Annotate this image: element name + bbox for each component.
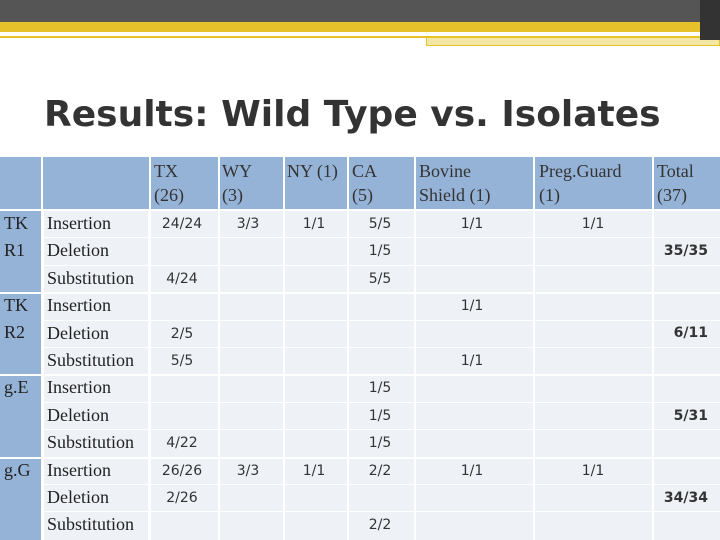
column-divider — [347, 157, 349, 540]
mutation-label: Deletion — [47, 487, 109, 507]
cell-value-tx: 2/26 — [166, 490, 198, 506]
column-divider — [533, 157, 535, 540]
cell-value-tx: 4/22 — [166, 435, 198, 452]
cell-value-wy: 3/3 — [236, 216, 260, 232]
row-divider — [44, 484, 720, 485]
group-label: g.E — [4, 377, 29, 398]
row-divider — [44, 429, 720, 430]
row-divider — [44, 347, 720, 348]
cell-value-bovine: 1/1 — [460, 298, 484, 315]
total-value: 6/11 — [673, 325, 708, 342]
mutation-label: Insertion — [47, 459, 111, 480]
cell-value-tx: 26/26 — [161, 462, 203, 479]
column-header: Bovine Shield (1) — [419, 161, 491, 205]
cell-value-ca: 2/2 — [368, 462, 392, 479]
cell-value-pregguard: 1/1 — [581, 216, 605, 232]
row-divider — [44, 511, 720, 512]
group-divider — [0, 292, 720, 294]
row-divider — [44, 237, 720, 238]
cell-value-ny: 1/1 — [302, 216, 326, 232]
column-divider — [149, 157, 151, 540]
cell-value-bovine: 1/1 — [460, 462, 484, 479]
total-value: 5/31 — [673, 407, 708, 424]
mutation-label: Insertion — [47, 213, 111, 233]
column-header: Preg.Guard (1) — [539, 161, 622, 205]
column-header: CA (5) — [352, 161, 378, 205]
cell-value-tx: 4/24 — [166, 270, 198, 287]
header-band-dark — [0, 0, 700, 22]
column-divider — [283, 157, 285, 540]
cell-value-ca: 2/2 — [368, 517, 392, 534]
mutation-label: Deletion — [47, 240, 109, 261]
slide-title: Results: Wild Type vs. Isolates — [44, 94, 661, 135]
group-label: g.G — [4, 459, 31, 480]
mutation-label: Substitution — [47, 267, 135, 288]
cell-value-tx: 5/5 — [170, 353, 194, 369]
header-band-corner-lower — [700, 22, 720, 40]
column-divider — [414, 157, 416, 540]
cell-value-tx: 24/24 — [161, 216, 203, 232]
mutation-label: Substitution — [47, 350, 135, 370]
header-gold-box — [426, 38, 720, 46]
group-label: TK R1 — [4, 213, 28, 260]
mutation-label: Deletion — [47, 322, 109, 343]
row-divider — [44, 402, 720, 403]
column-divider — [652, 157, 654, 540]
cell-value-bovine: 1/1 — [460, 353, 484, 369]
cell-value-ca: 1/5 — [368, 435, 392, 452]
cell-value-ca: 5/5 — [368, 270, 392, 287]
column-header: TX (26) — [154, 161, 184, 205]
group-divider — [0, 457, 720, 459]
column-header: NY (1) — [287, 161, 338, 181]
cell-value-ca: 5/5 — [368, 216, 392, 232]
mutation-label: Substitution — [47, 432, 135, 453]
column-divider — [41, 157, 43, 540]
header-band-corner — [700, 0, 720, 22]
mutation-label: Insertion — [47, 377, 111, 398]
header-band-gold — [0, 22, 720, 32]
group-divider — [0, 374, 720, 376]
cell-value-pregguard: 1/1 — [581, 462, 605, 479]
cell-value-ca: 1/5 — [368, 243, 392, 260]
mutation-label: Deletion — [47, 404, 109, 425]
row-divider — [44, 320, 720, 321]
row-divider — [44, 265, 720, 266]
column-header: Total (37) — [657, 161, 694, 205]
group-label: TK R2 — [4, 295, 28, 343]
column-header: WY (3) — [222, 161, 252, 205]
total-value: 34/34 — [663, 489, 708, 506]
mutation-label: Substitution — [47, 514, 135, 535]
cell-value-ny: 1/1 — [302, 462, 326, 479]
column-divider — [218, 157, 220, 540]
header-divider — [0, 209, 720, 211]
mutation-label: Insertion — [47, 295, 111, 316]
total-value: 35/35 — [663, 243, 708, 260]
cell-value-bovine: 1/1 — [460, 216, 484, 232]
cell-value-ca: 1/5 — [368, 407, 392, 424]
cell-value-wy: 3/3 — [236, 462, 260, 479]
cell-value-ca: 1/5 — [368, 380, 392, 397]
cell-value-tx: 2/5 — [170, 325, 194, 342]
